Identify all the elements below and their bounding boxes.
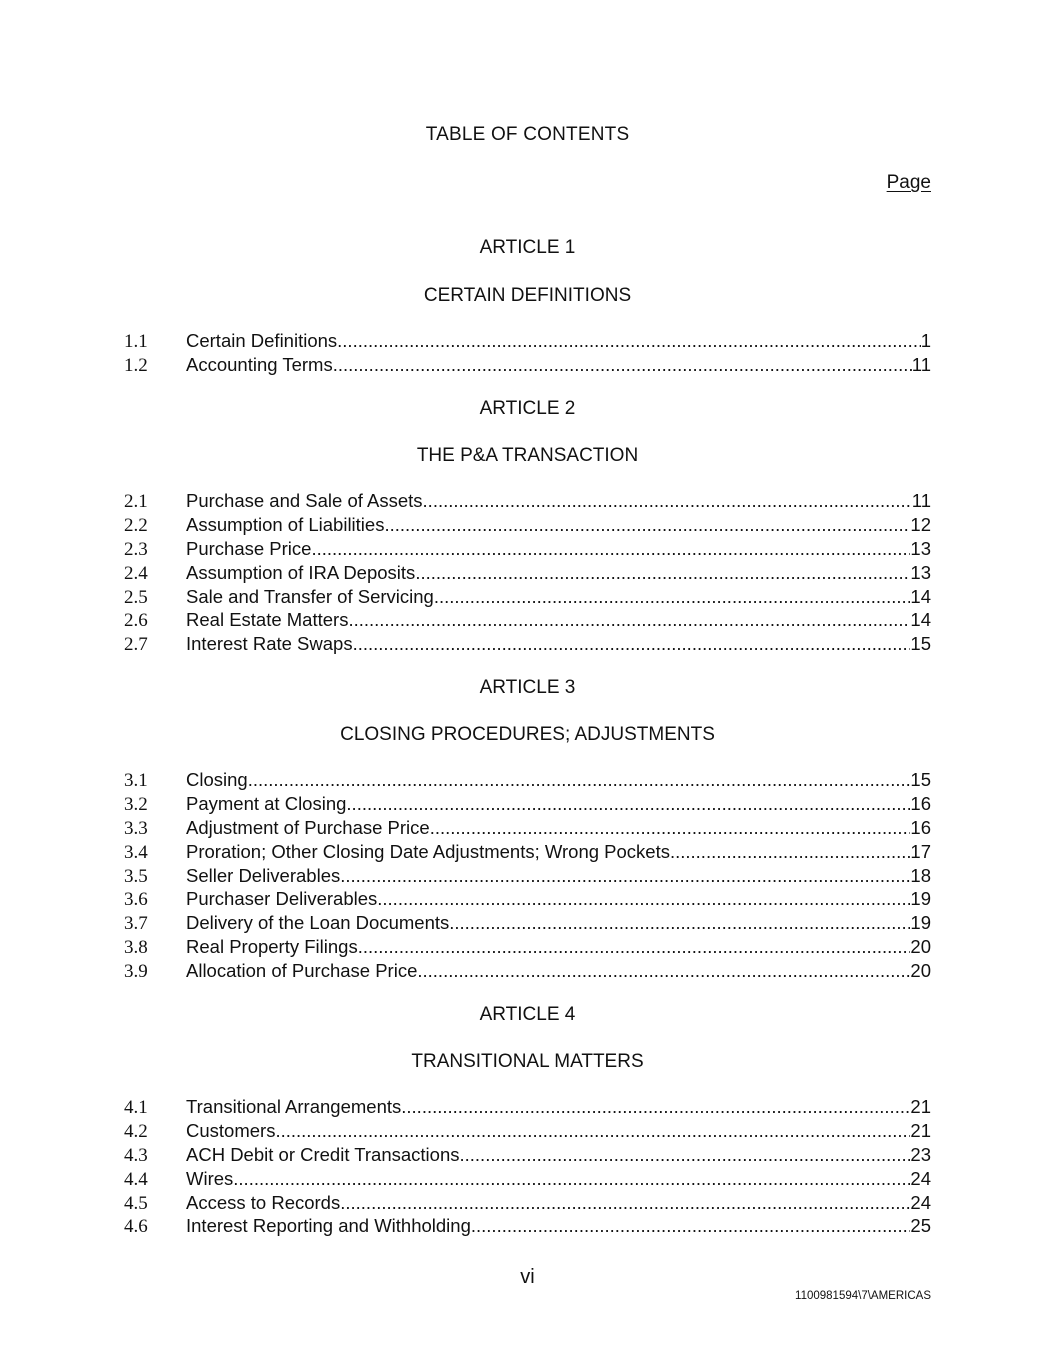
dot-leader xyxy=(233,1167,910,1191)
toc-entry-3-4[interactable] xyxy=(124,840,931,864)
toc-entry-3-3[interactable] xyxy=(124,816,931,840)
dot-leader xyxy=(275,1119,910,1143)
article-2-subheading: THE P&A TRANSACTION xyxy=(416,445,639,466)
section-number: 4.5 xyxy=(124,1193,148,1214)
toc-entry-2-1[interactable] xyxy=(124,489,931,513)
section-title: Interest Rate Swaps xyxy=(186,633,353,654)
toc-entry-4-5[interactable] xyxy=(124,1191,931,1215)
footer-page-number: vi xyxy=(520,1266,535,1288)
toc-entry-4-6[interactable] xyxy=(124,1214,931,1238)
article-4-subheading: TRANSITIONAL MATTERS xyxy=(411,1051,644,1072)
section-page: 13 xyxy=(910,562,931,583)
section-page: 17 xyxy=(910,841,931,862)
section-page: 24 xyxy=(910,1192,931,1213)
dot-leader xyxy=(333,353,912,377)
section-page: 15 xyxy=(910,633,931,654)
section-title: Accounting Terms xyxy=(186,354,333,375)
section-page: 16 xyxy=(910,817,931,838)
section-number: 2.5 xyxy=(124,587,148,608)
toc-entry-3-7[interactable] xyxy=(124,911,931,935)
section-number: 3.3 xyxy=(124,818,148,839)
dot-leader xyxy=(248,768,911,792)
dot-leader xyxy=(358,935,911,959)
section-page: 19 xyxy=(910,912,931,933)
dot-leader xyxy=(434,585,911,609)
toc-entry-3-6[interactable] xyxy=(124,887,931,911)
section-title: Customers xyxy=(186,1120,276,1141)
section-number: 2.2 xyxy=(124,515,148,536)
article-3-heading: ARTICLE 3 xyxy=(479,677,576,698)
toc-entry-3-5[interactable] xyxy=(124,864,931,888)
toc-entry-2-6[interactable] xyxy=(124,608,931,632)
section-page: 12 xyxy=(910,514,931,535)
section-title: Proration; Other Closing Date Adjustments; Wrong Pockets xyxy=(186,841,670,862)
toc-entry-2-5[interactable] xyxy=(124,585,931,609)
section-number: 3.1 xyxy=(124,770,148,791)
toc-entry-4-4[interactable] xyxy=(124,1167,931,1191)
dot-leader xyxy=(384,513,910,537)
section-number: 2.4 xyxy=(124,563,148,584)
section-page: 18 xyxy=(910,865,931,886)
section-number: 3.2 xyxy=(124,794,148,815)
section-title: Closing xyxy=(186,769,248,790)
dot-leader xyxy=(471,1214,911,1238)
section-number: 1.1 xyxy=(124,331,148,352)
article-1-heading: ARTICLE 1 xyxy=(479,237,576,258)
section-number: 2.7 xyxy=(124,634,148,655)
section-page: 21 xyxy=(910,1120,931,1141)
section-title: Assumption of Liabilities xyxy=(186,514,385,535)
toc-entry-1-2[interactable] xyxy=(124,353,931,377)
toc-entry-3-1[interactable] xyxy=(124,768,931,792)
section-number: 4.6 xyxy=(124,1216,148,1237)
section-page: 11 xyxy=(911,490,931,511)
dot-leader xyxy=(415,561,910,585)
dot-leader xyxy=(417,959,910,983)
article-4-heading: ARTICLE 4 xyxy=(479,1004,576,1025)
section-title: Wires xyxy=(186,1168,234,1189)
section-title: Certain Definitions xyxy=(186,330,338,351)
section-page: 21 xyxy=(910,1096,931,1117)
dot-leader xyxy=(311,537,910,561)
section-title: Seller Deliverables xyxy=(186,865,341,886)
dot-leader xyxy=(460,1143,911,1167)
toc-entry-2-2[interactable] xyxy=(124,513,931,537)
section-title: Real Property Filings xyxy=(186,936,358,957)
dot-leader xyxy=(337,329,921,353)
article-1-subheading: CERTAIN DEFINITIONS xyxy=(423,285,632,306)
section-title: Transitional Arrangements xyxy=(186,1096,402,1117)
dot-leader xyxy=(401,1095,910,1119)
section-number: 1.2 xyxy=(124,355,148,376)
toc-entry-4-3[interactable] xyxy=(124,1143,931,1167)
section-number: 4.4 xyxy=(124,1169,148,1190)
section-title: ACH Debit or Credit Transactions xyxy=(186,1144,460,1165)
section-number: 3.5 xyxy=(124,866,148,887)
section-title: Purchaser Deliverables xyxy=(186,888,378,909)
section-title: Delivery of the Loan Documents xyxy=(186,912,450,933)
toc-entry-2-7[interactable] xyxy=(124,632,931,656)
section-number: 3.8 xyxy=(124,937,148,958)
toc-entry-4-1[interactable] xyxy=(124,1095,931,1119)
section-title: Payment at Closing xyxy=(186,793,347,814)
section-page: 20 xyxy=(910,960,931,981)
article-3-subheading: CLOSING PROCEDURES; ADJUSTMENTS xyxy=(340,724,715,745)
section-page: 13 xyxy=(910,538,931,559)
section-page: 1 xyxy=(920,330,931,351)
section-page: 15 xyxy=(910,769,931,790)
section-page: 23 xyxy=(910,1144,931,1165)
section-number: 2.6 xyxy=(124,610,148,631)
toc-entry-3-2[interactable] xyxy=(124,792,931,816)
section-title: Access to Records xyxy=(186,1192,341,1213)
section-number: 3.4 xyxy=(124,842,148,863)
dot-leader xyxy=(346,792,910,816)
section-page: 16 xyxy=(910,793,931,814)
section-number: 4.1 xyxy=(124,1097,148,1118)
section-title: Purchase and Sale of Assets xyxy=(186,490,423,511)
toc-entry-2-3[interactable] xyxy=(124,537,931,561)
article-2-heading: ARTICLE 2 xyxy=(479,398,576,419)
dot-leader xyxy=(348,608,910,632)
section-title: Real Estate Matters xyxy=(186,609,349,630)
toc-entry-1-1[interactable] xyxy=(124,329,931,353)
dot-leader xyxy=(449,911,910,935)
section-page: 14 xyxy=(910,586,931,607)
toc-entry-3-9[interactable] xyxy=(124,959,931,983)
section-title: Interest Reporting and Withholding xyxy=(186,1215,471,1236)
section-number: 2.3 xyxy=(124,539,148,560)
toc-entry-4-2[interactable] xyxy=(124,1119,931,1143)
section-number: 4.2 xyxy=(124,1121,148,1142)
section-number: 3.9 xyxy=(124,961,148,982)
page-column-header: Page xyxy=(886,172,931,193)
section-number: 3.7 xyxy=(124,913,148,934)
section-title: Sale and Transfer of Servicing xyxy=(186,586,434,607)
section-title: Allocation of Purchase Price xyxy=(186,960,418,981)
dot-leader xyxy=(430,816,911,840)
section-page: 24 xyxy=(910,1168,931,1189)
section-title: Assumption of IRA Deposits xyxy=(186,562,416,583)
section-page: 20 xyxy=(910,936,931,957)
toc-entry-2-4[interactable] xyxy=(124,561,931,585)
toc-entry-3-8[interactable] xyxy=(124,935,931,959)
section-title: Adjustment of Purchase Price xyxy=(186,817,430,838)
section-number: 4.3 xyxy=(124,1145,148,1166)
section-number: 2.1 xyxy=(124,491,148,512)
dot-leader xyxy=(423,489,912,513)
section-title: Purchase Price xyxy=(186,538,312,559)
section-page: 14 xyxy=(910,609,931,630)
dot-leader xyxy=(340,864,910,888)
dot-leader xyxy=(340,1191,910,1215)
toc-title: TABLE OF CONTENTS xyxy=(425,124,630,145)
section-page: 19 xyxy=(910,888,931,909)
dot-leader xyxy=(377,887,910,911)
section-number: 3.6 xyxy=(124,889,148,910)
section-page: 11 xyxy=(911,354,931,375)
document-id: 1100981594\7\AMERICAS xyxy=(795,1290,931,1302)
dot-leader xyxy=(670,840,910,864)
dot-leader xyxy=(353,632,911,656)
section-page: 25 xyxy=(910,1215,931,1236)
